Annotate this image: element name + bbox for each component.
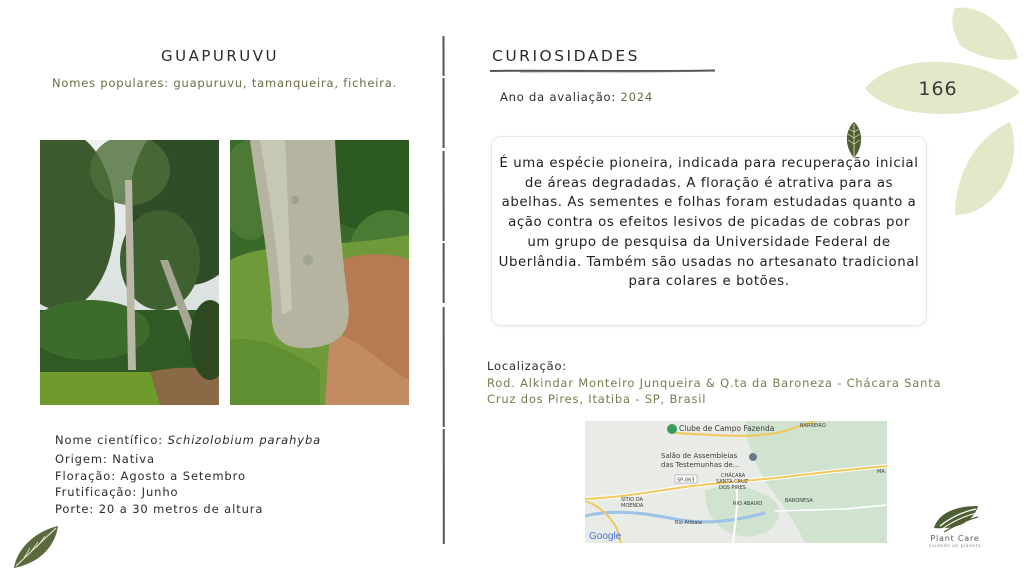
scientific-name-label: Nome científico: <box>55 433 168 447</box>
club-marker-icon[interactable] <box>667 424 677 434</box>
map-label-edge: MA <box>877 469 885 475</box>
logo-name: Plant Care <box>930 534 980 543</box>
origin: Origem: Nativa <box>55 452 155 466</box>
page-number: 166 <box>918 78 958 100</box>
location-address: Rod. Alkindar Monteiro Junqueira & Q.ta da Baroneza - Chácara Santa Cruz dos Pires, Itatiba - SP, Brasil <box>487 376 942 406</box>
google-logo: Google <box>589 531 622 542</box>
logo-tagline: cuidado ao planeta <box>928 544 982 549</box>
year-label: Ano da avaliação: <box>500 90 621 104</box>
tree-photo <box>40 140 219 405</box>
map-label-church-1: Salão de Assembleias <box>661 452 738 460</box>
map-label-club: Clube de Campo Fazenda <box>679 424 775 433</box>
map-label-road: SP-063 <box>677 477 695 484</box>
plant-care-logo-icon <box>930 502 982 534</box>
column-divider <box>442 36 445 544</box>
year-value: 2024 <box>620 90 653 104</box>
curiosity-text: É uma espécie pioneira, indicada para recuperação inicial de áreas degradadas. A floração é atrativa para as abelhas. As sementes e folhas foram estudadas quanto a ação contra os efeitos lesivos de picadas de cobras por um grupo de pesquisa da Universidade Federal de Uberlândia. Também são usadas no artesanato tradicional para colares e botões. <box>498 156 920 290</box>
map-label-rio-abaixo: RIO ABAIXO <box>733 501 763 507</box>
map-label-chacara-3: DOS PIRES <box>719 485 746 491</box>
map-label-chacara-2: SANTA CRUZ <box>716 479 749 485</box>
location-map[interactable] <box>585 421 887 543</box>
species-title: GUAPURUVU <box>160 47 280 65</box>
map-label-sitio-2: MOENDA <box>621 503 644 509</box>
title-underline <box>490 68 715 74</box>
curiosities-title: CURIOSIDADES <box>492 47 640 65</box>
map-label-church-2: das Testemunhas de... <box>661 461 740 469</box>
fruiting: Frutificação: Junho <box>55 485 179 499</box>
map-label-barreiro: BARREIRO <box>800 423 826 429</box>
scientific-name-line <box>55 433 321 447</box>
trunk-photo <box>230 140 409 405</box>
map-label-baronesa: BARONESA <box>785 498 813 504</box>
popular-names: Nomes populares: guapuruvu, tamanqueira, ficheira. <box>52 76 398 90</box>
map-label-sitio-1: SÍTIO DA <box>621 497 643 503</box>
tree-size: Porte: 20 a 30 metros de altura <box>55 502 264 516</box>
map-label-rio: Rio Atibaia <box>675 520 702 526</box>
flowering: Floração: Agosto a Setembro <box>55 469 246 483</box>
map-label-chacara-1: CHÁCARA <box>721 473 746 479</box>
evaluation-year <box>500 90 653 104</box>
scientific-name: Schizolobium parahyba <box>167 433 322 447</box>
location-label: Localização: <box>487 359 567 373</box>
leaf-decoration-bottom-left <box>10 522 62 570</box>
church-marker-icon[interactable] <box>749 453 757 461</box>
